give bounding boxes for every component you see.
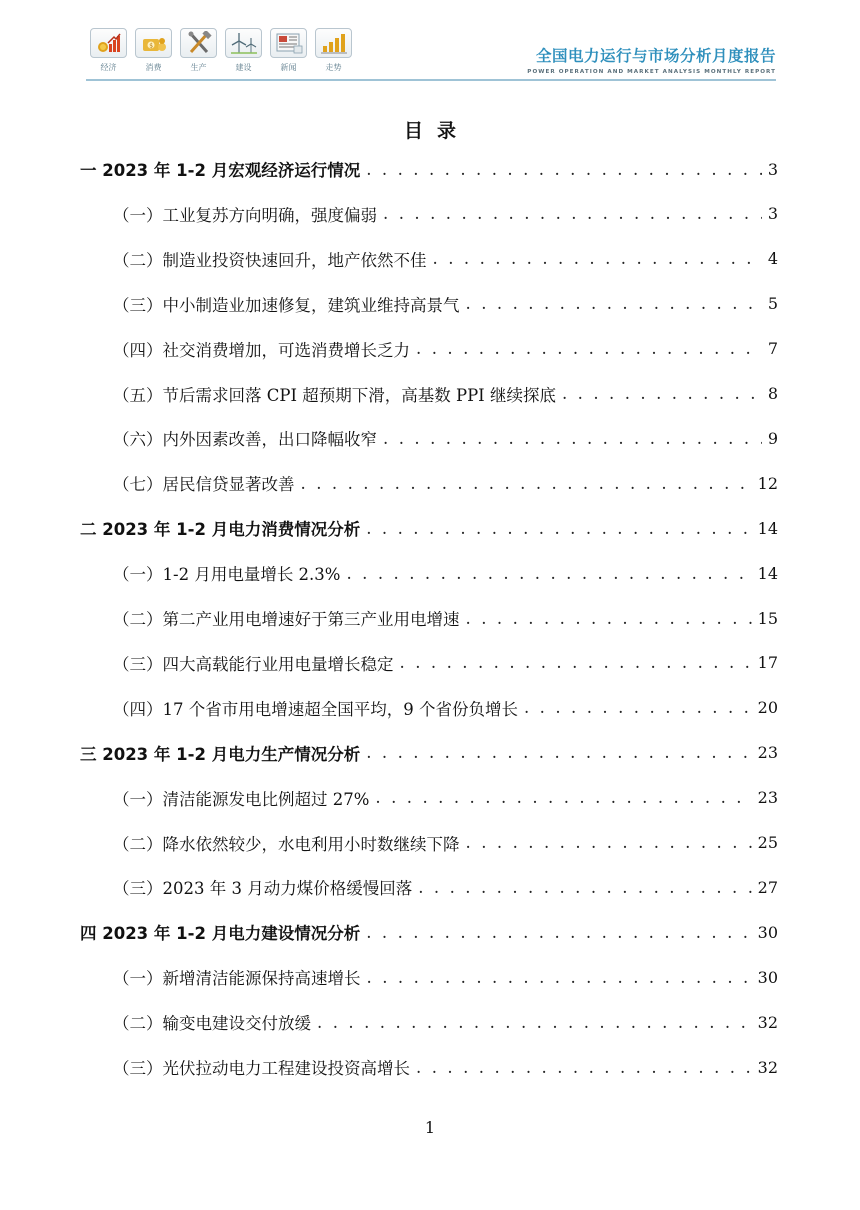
toc-entry-title: 一 2023 年 1-2 月宏观经济运行情况 — [80, 161, 361, 180]
trend-chart-icon — [315, 28, 352, 58]
toc-page-number: 27 — [757, 877, 778, 897]
toc-entry-title: （三）2023 年 3 月动力煤价格缓慢回落 — [113, 879, 413, 899]
toc-dot-leader — [317, 1013, 752, 1032]
toc-chapter-entry[interactable] — [80, 914, 778, 950]
toc-entry-title: （二）第二产业用电增速好于第三产业用电增速 — [113, 610, 460, 629]
toc-section-entry[interactable] — [113, 1049, 778, 1085]
toc-dot-leader — [301, 474, 752, 493]
toc-page-number: 14 — [757, 563, 778, 583]
nav-item-economy[interactable] — [88, 28, 129, 73]
economy-icon — [90, 28, 127, 58]
toc-section-entry[interactable] — [113, 690, 778, 726]
toc-chapter-entry[interactable] — [80, 151, 778, 187]
report-title — [527, 44, 776, 75]
toc-section-entry[interactable] — [113, 331, 778, 367]
toc-entry-title: （二）输变电建设交付放缓 — [113, 1014, 311, 1034]
toc-page-number: 5 — [767, 294, 778, 314]
toc-dot-leader — [466, 609, 752, 628]
toc-chapter-entry[interactable] — [80, 510, 778, 546]
toc-dot-leader — [562, 384, 762, 403]
nav-item-construction[interactable] — [223, 28, 264, 73]
toc-page-number: 32 — [757, 1057, 778, 1077]
toc-section-entry[interactable] — [113, 825, 778, 861]
report-title-english: POWER OPERATION AND MARKET ANALYSIS MONTHLY REPORT — [527, 69, 776, 75]
category-icon-bar — [88, 28, 354, 73]
toc-page-number: 20 — [757, 698, 778, 718]
toc-section-entry[interactable] — [113, 959, 778, 995]
nav-label-news: 新闻 — [280, 63, 297, 72]
nav-item-production[interactable] — [178, 28, 219, 73]
production-tools-icon — [180, 28, 217, 58]
nav-item-news[interactable] — [268, 28, 309, 73]
toc-section-entry[interactable] — [113, 420, 778, 456]
toc-page-number: 8 — [767, 384, 778, 403]
toc-section-entry[interactable] — [113, 780, 778, 816]
toc-entry-title: （五）节后需求回落 CPI 超预期下滑，高基数 PPI 继续探底 — [113, 385, 556, 405]
toc-dot-leader — [366, 519, 751, 538]
toc-dot-leader — [418, 878, 751, 897]
toc-dot-leader — [466, 833, 752, 852]
toc-entry-title: 四 2023 年 1-2 月电力建设情况分析 — [80, 924, 361, 944]
toc-dot-leader — [383, 204, 762, 223]
toc-entry-title: （三）光伏拉动电力工程建设投资高增长 — [113, 1059, 410, 1078]
nav-label-construction: 建设 — [235, 63, 252, 72]
toc-entry-title: （一）1-2 月用电量增长 2.3% — [113, 565, 341, 585]
toc-dot-leader — [375, 788, 751, 807]
toc-dot-leader — [366, 923, 751, 942]
toc-dot-leader — [366, 743, 751, 762]
toc-section-entry[interactable] — [113, 645, 778, 681]
toc-page-number: 3 — [767, 204, 778, 224]
toc-section-entry[interactable] — [113, 241, 778, 277]
toc-page-number: 15 — [757, 608, 778, 628]
toc-dot-leader — [524, 698, 752, 717]
toc-page-number: 3 — [767, 159, 778, 179]
toc-entry-title: （一）清洁能源发电比例超过 27% — [113, 789, 370, 809]
toc-section-entry[interactable] — [113, 600, 778, 636]
nav-item-consumption[interactable] — [133, 28, 174, 73]
toc-page-number: 4 — [767, 249, 778, 269]
report-header — [0, 0, 860, 90]
toc-dot-leader — [366, 160, 762, 179]
toc-entry-title: （二）降水依然较少，水电利用小时数继续下降 — [113, 834, 460, 854]
toc-section-entry[interactable] — [113, 555, 778, 591]
nav-label-production: 生产 — [190, 63, 207, 72]
toc-dot-leader — [367, 968, 752, 987]
toc-dot-leader — [400, 653, 752, 672]
toc-entry-title: （三）中小制造业加速修复，建筑业维持高景气 — [113, 295, 460, 315]
page-number: 1 — [424, 1118, 436, 1137]
nav-label-economy: 经济 — [100, 63, 117, 72]
toc-section-entry[interactable] — [113, 869, 778, 905]
toc-page-number: 23 — [757, 788, 778, 808]
nav-item-trend[interactable] — [313, 28, 354, 73]
toc-page-number: 25 — [757, 833, 778, 852]
report-title-chinese: 全国电力运行与市场分析月度报告 — [535, 47, 776, 65]
consumption-icon — [135, 28, 172, 58]
toc-page-number: 30 — [757, 967, 778, 987]
toc-section-entry[interactable] — [113, 376, 778, 412]
toc-page-number: 9 — [767, 428, 778, 448]
toc-page-number: 30 — [757, 922, 778, 942]
toc-page-number: 23 — [757, 743, 778, 763]
toc-section-entry[interactable] — [113, 465, 778, 501]
toc-dot-leader — [383, 429, 762, 448]
toc-dot-leader — [346, 564, 751, 583]
header-divider — [86, 79, 776, 81]
toc-entry-title: （一）新增清洁能源保持高速增长 — [113, 969, 361, 989]
toc-entry-title: 二 2023 年 1-2 月电力消费情况分析 — [80, 520, 361, 540]
construction-wind-turbine-icon — [225, 28, 262, 58]
news-icon — [270, 28, 307, 58]
toc-entry-title: 三 2023 年 1-2 月电力生产情况分析 — [80, 744, 361, 764]
toc-dot-leader — [433, 249, 762, 268]
toc-section-entry[interactable] — [113, 1004, 778, 1040]
toc-entry-title: （一）工业复苏方向明确，强度偏弱 — [113, 205, 377, 225]
toc-entry-title: （四）社交消费增加，可选消费增长乏力 — [113, 340, 410, 360]
toc-entry-title: （七）居民信贷显著改善 — [113, 475, 295, 495]
svg-text:$: $ — [148, 42, 153, 50]
toc-page-number: 17 — [757, 653, 778, 673]
nav-label-consumption: 消费 — [145, 63, 162, 72]
toc-dot-leader — [416, 1058, 752, 1077]
toc-page-number: 7 — [767, 339, 778, 359]
toc-page-number: 12 — [757, 473, 778, 493]
nav-label-trend: 走势 — [325, 63, 342, 72]
toc-dot-leader — [416, 339, 762, 358]
toc-entry-title: （三）四大高载能行业用电量增长稳定 — [113, 654, 394, 674]
toc-entry-title: （四）17 个省市用电增速超全国平均，9 个省份负增长 — [113, 699, 518, 719]
toc-page-number: 14 — [757, 518, 778, 538]
toc-section-entry[interactable] — [113, 196, 778, 232]
toc-dot-leader — [466, 294, 762, 313]
toc-heading: 目录 — [403, 120, 470, 142]
toc-entry-title: （二）制造业投资快速回升，地产依然不佳 — [113, 250, 427, 270]
toc-page-number: 32 — [757, 1012, 778, 1032]
toc-entry-title: （六）内外因素改善，出口降幅收窄 — [113, 430, 377, 450]
toc-section-entry[interactable] — [113, 286, 778, 322]
toc-chapter-entry[interactable] — [80, 735, 778, 771]
